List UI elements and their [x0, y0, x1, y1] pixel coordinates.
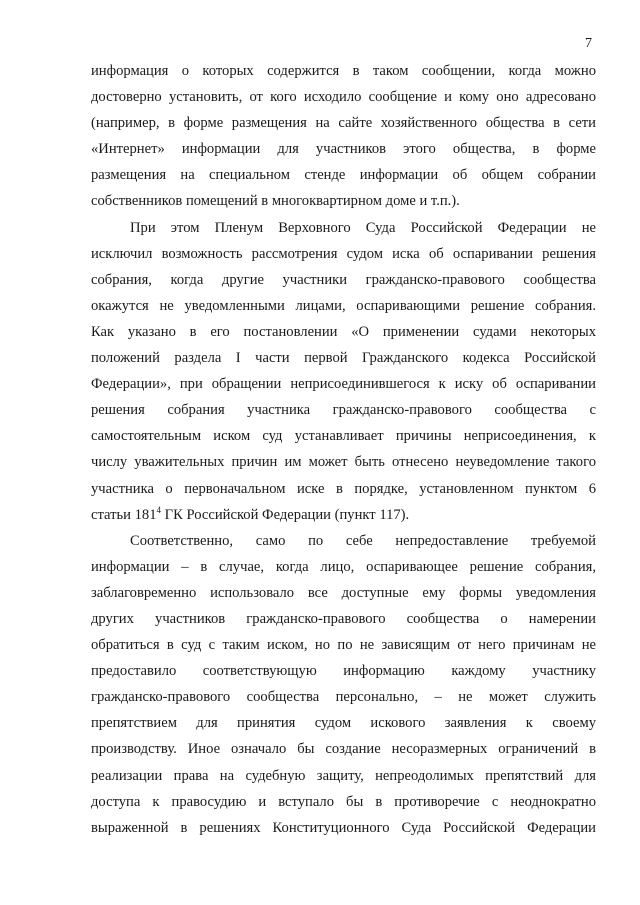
- paragraph-3: [91, 528, 596, 841]
- paragraph-1: [91, 58, 596, 215]
- superscript-index: 4: [156, 504, 162, 515]
- text-line: других участников гражданско-правового сообщества о намерении: [91, 610, 596, 627]
- text-line: числу уважительных причин им может быть отнесено неуведомление такого: [91, 454, 596, 471]
- text-line: (например, в форме размещения на сайте хозяйственного общества в сети: [91, 115, 596, 132]
- text-line: информации – в случае, когда лицо, оспаривающее решение собрания,: [91, 558, 596, 575]
- text-line: окажутся не уведомленными лицами, оспаривающими решение собрания.: [91, 297, 596, 314]
- text-line: производству. Иное означало бы создание несоразмерных ограничений в: [91, 741, 596, 758]
- text-line: Соответственно, само по себе непредоставление требуемой: [130, 532, 596, 549]
- text-line-with-footnote: [91, 502, 596, 528]
- text-line: размещения на специальном стенде информации об общем собрании: [91, 167, 596, 184]
- text-line: предоставило соответствующую информацию каждому участнику: [91, 663, 596, 680]
- paragraph-2: [91, 215, 596, 528]
- text-line: выраженной в решениях Конституционного Суда Российской Федерации: [91, 819, 596, 836]
- text-fragment: ГК Российской Федерации (пункт 117).: [161, 506, 410, 523]
- text-line: «Интернет» информации для участников этого общества, в форме: [91, 141, 596, 158]
- page-number: 7: [585, 36, 592, 51]
- text-line: самостоятельным иском суд устанавливает причины неприсоединения, к: [91, 428, 596, 445]
- text-line: решения собрания участника гражданско-правового сообщества с: [91, 402, 596, 419]
- text-line: достоверно установить, от кого исходило сообщение и кому оно адресовано: [91, 89, 596, 106]
- text-line: реализации права на судебную защиту, непреодолимых препятствий для: [91, 767, 596, 784]
- text-line: При этом Пленум Верховного Суда Российской Федерации не: [130, 219, 596, 236]
- text-line: собрания, когда другие участники гражданско-правового сообщества: [91, 271, 596, 288]
- text-line: положений раздела I части первой Гражданского кодекса Российской: [91, 350, 596, 367]
- text-line: участника о первоначальном иске в порядке, установленном пунктом 6: [91, 480, 596, 497]
- text-line: информация о которых содержится в таком сообщении, когда можно: [91, 63, 596, 79]
- document-body: [91, 58, 596, 841]
- text-line: Федерации», при обращении неприсоединившегося к иску об оспаривании: [91, 376, 596, 393]
- text-fragment: статьи 181: [91, 506, 157, 523]
- text-line: заблаговременно использовало все доступные ему формы уведомления: [91, 584, 596, 601]
- text-line: Как указано в его постановлении «О применении судами некоторых: [91, 323, 596, 340]
- text-line: исключил возможность рассмотрения судом иска об оспаривании решения: [91, 245, 596, 262]
- text-line: гражданско-правового сообщества персонально, – не может служить: [91, 689, 596, 706]
- text-line: препятствием для принятия судом искового заявления к своему: [91, 715, 596, 732]
- text-line: обратиться в суд с таким иском, но по не зависящим от него причинам не: [91, 637, 596, 654]
- text-line: доступа к правосудию и вступало бы в противоречие с неоднократно: [91, 793, 596, 810]
- text-line: собственников помещений в многоквартирном доме и т.п.).: [91, 193, 460, 210]
